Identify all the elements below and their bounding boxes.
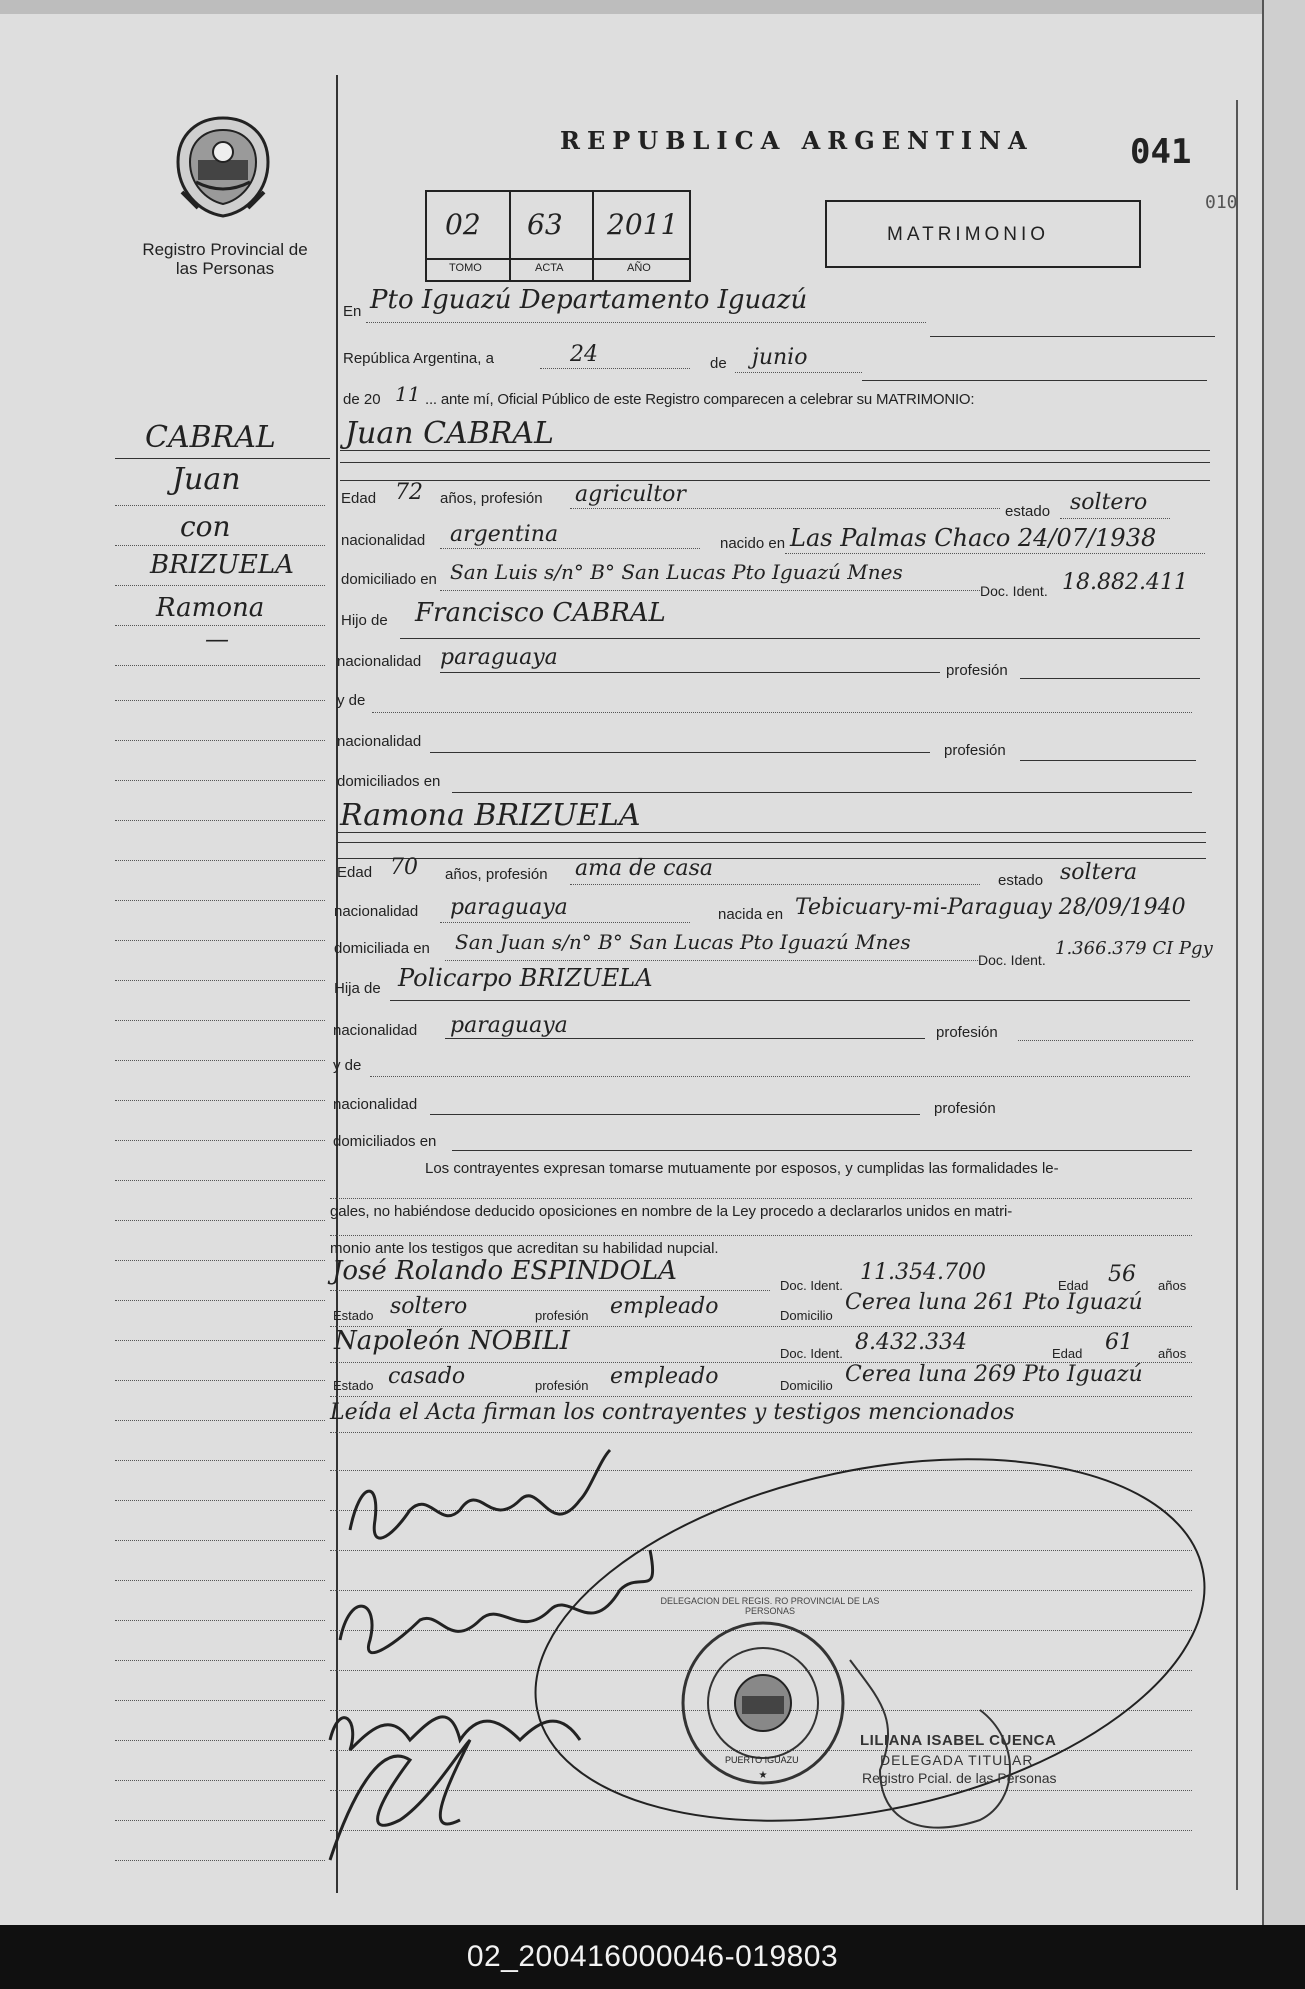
appear-text: ... ante mí, Oficial Público de este Registro comparecen a celebrar su MATRIMONIO: [425,391,975,408]
de20-label: de 20 [343,391,381,408]
groom-nacido-en: Las Palmas Chaco 24/07/1938 [790,524,1157,552]
bride-padre: Policarpo BRIZUELA [398,964,653,992]
document-code-footer: 02_200416000046-019803 [0,1925,1305,1989]
bride-padre-nac: paraguaya [450,1013,568,1038]
bride-name: Ramona BRIZUELA [340,798,641,833]
month-value: junio [752,345,808,370]
groom-padre-nac-label: nacionalidad [337,653,422,670]
bride-yde-label: y de [333,1057,362,1074]
right-margin-line [1236,100,1238,1890]
witness2-name: Napoleón NOBILI [334,1326,570,1356]
groom-doc-label: Doc. Ident. [980,583,1048,599]
bride-domiciliados-label: domiciliados en [333,1133,437,1150]
margin-dash: — [205,625,229,653]
bride-prof-label: años, profesión [445,866,548,883]
witness1-name: José Rolando ESPINDOLA [332,1256,677,1286]
groom-estado-label: estado [1005,503,1051,520]
groom-hijo-label: Hijo de [341,612,388,629]
bride-padre-prof-label: profesión [936,1024,998,1041]
page-number-alt: 010 [1205,192,1238,213]
page-top-edge [0,0,1305,14]
groom-padre: Francisco CABRAL [415,598,666,628]
groom-padre-prof-label: profesión [946,662,1008,679]
margin-surname2: BRIZUELA [150,550,294,580]
bride-padre-nac-label: nacionalidad [333,1022,418,1039]
groom-prof-label: años, profesión [440,490,543,507]
en-label: En [343,303,362,320]
page-number: 041 [1130,132,1192,172]
witness2-edad: 61 [1105,1330,1133,1355]
seal-ring-text: DELEGACION DEL REGIS. RO PROVINCIAL DE LAS PERSONAS [660,1596,880,1616]
acta-label: ACTA [535,262,564,274]
bride-doc: 1.366.379 CI Pgy [1055,938,1213,959]
bride-nacida-label: nacida en [718,906,784,923]
bride-edad-label: Edad [337,864,373,881]
bride-profesion: ama de casa [575,856,714,881]
witness1-profesion: empleado [610,1294,719,1319]
witness1-edad-label: Edad [1058,1278,1089,1293]
official-name: LILIANA ISABEL CUENCA [860,1732,1057,1749]
witness1-estado: soltero [390,1294,468,1319]
groom-padre-nac: paraguaya [440,645,558,670]
witness2-anios-label: años [1158,1346,1187,1361]
official-office: Registro Pcial. de las Personas [862,1770,1057,1786]
witness1-prof-label: profesión [535,1308,589,1323]
de-label: de [710,355,727,372]
witness2-prof-label: profesión [535,1378,589,1393]
anio-label: AÑO [627,262,651,274]
day-value: 24 [570,342,598,367]
declaration-line3: monio ante los testigos que acreditan su habilidad nupcial. [330,1240,719,1257]
bride-nacionalidad: paraguaya [450,895,568,920]
bride-estado: soltera [1060,860,1138,885]
closing-text: Leída el Acta firman los contrayentes y testigos mencionados [330,1400,1015,1425]
groom-estado: soltero [1070,490,1148,515]
bride-madre-nac-label: nacionalidad [333,1096,418,1113]
page-right-edge [1262,0,1305,1925]
witness1-doc-label: Doc. Ident. [780,1278,843,1293]
witness2-estado-label: Estado [333,1378,374,1393]
groom-profesion: agricultor [575,482,686,507]
witness1-domicilio: Cerea luna 261 Pto Iguazú [845,1290,1143,1315]
witness1-doc: 11.354.700 [860,1260,986,1285]
bride-estado-label: estado [998,872,1044,889]
witness2-doc-label: Doc. Ident. [780,1346,843,1361]
bride-nac-label: nacionalidad [334,903,419,920]
country-title: REPUBLICA ARGENTINA [560,126,1034,155]
witness1-dom-label: Domicilio [780,1308,833,1323]
witness1-anios-label: años [1158,1278,1187,1293]
witness2-estado: casado [388,1364,466,1389]
groom-name: Juan CABRAL [345,416,554,451]
bride-nacida-en: Tebicuary-mi-Paraguay 28/09/1940 [795,895,1186,920]
act-type-label: MATRIMONIO [887,224,1050,245]
margin-con: con [180,510,231,543]
witness1-edad: 56 [1108,1262,1136,1287]
bride-edad: 70 [390,855,418,880]
place-value: Pto Iguazú Departamento Iguazú [370,285,808,315]
registry-name: Registro Provincial de las Personas [142,240,308,278]
svg-text:★: ★ [758,1770,768,1781]
declaration-line2: gales, no habiéndose deducido oposiciones en nombre de la Ley procedo a declararlos unidos en matri- [330,1203,1013,1220]
registry-box [425,190,691,282]
groom-edad: 72 [395,480,423,505]
witness2-profesion: empleado [610,1364,719,1389]
groom-nacionalidad: argentina [450,522,559,547]
tomo-value: 02 [445,208,481,241]
bride-doc-label: Doc. Ident. [978,952,1046,968]
groom-doc: 18.882.411 [1062,570,1188,595]
witness1-estado-label: Estado [333,1308,374,1323]
tomo-label: TOMO [449,262,482,274]
seal-inner-text: PUERTO IGUAZU [725,1755,799,1765]
margin-surname: CABRAL [145,420,276,455]
anio-value: 2011 [607,208,679,241]
official-role: DELEGADA TITULAR [880,1752,1034,1768]
groom-madre-nac-label: nacionalidad [337,733,422,750]
groom-edad-label: Edad [341,490,377,507]
groom-nac-label: nacionalidad [341,532,426,549]
groom-madre-prof-label: profesión [944,742,1006,759]
witness2-domicilio: Cerea luna 269 Pto Iguazú [845,1362,1143,1387]
declaration-line1: Los contrayentes expresan tomarse mutuamente por esposos, y cumplidas las formalidades le- [425,1160,1059,1177]
bride-hija-label: Hija de [334,980,381,997]
year-suffix: 11 [395,382,421,406]
bride-dom-label: domiciliada en [334,940,430,957]
groom-yde-label: y de [337,692,366,709]
groom-nacido-label: nacido en [720,535,786,552]
witness2-doc: 8.432.334 [855,1330,967,1355]
bride-domicilio: San Juan s/n° B° San Lucas Pto Iguazú Mnes [455,930,911,954]
groom-domicilio: San Luis s/n° B° San Lucas Pto Iguazú Mnes [450,560,903,584]
margin-firstname: Juan [172,462,241,497]
acta-value: 63 [527,208,563,241]
act-type-box [825,200,1141,268]
witness2-dom-label: Domicilio [780,1378,833,1393]
groom-domiciliados-label: domiciliados en [337,773,441,790]
groom-dom-label: domiciliado en [341,571,437,588]
republica-label: República Argentina, a [343,350,494,367]
coat-of-arms-logo [168,112,278,222]
margin-firstname2: Ramona [156,593,265,623]
bride-madre-prof-label: profesión [934,1100,996,1117]
witness2-edad-label: Edad [1052,1346,1083,1361]
